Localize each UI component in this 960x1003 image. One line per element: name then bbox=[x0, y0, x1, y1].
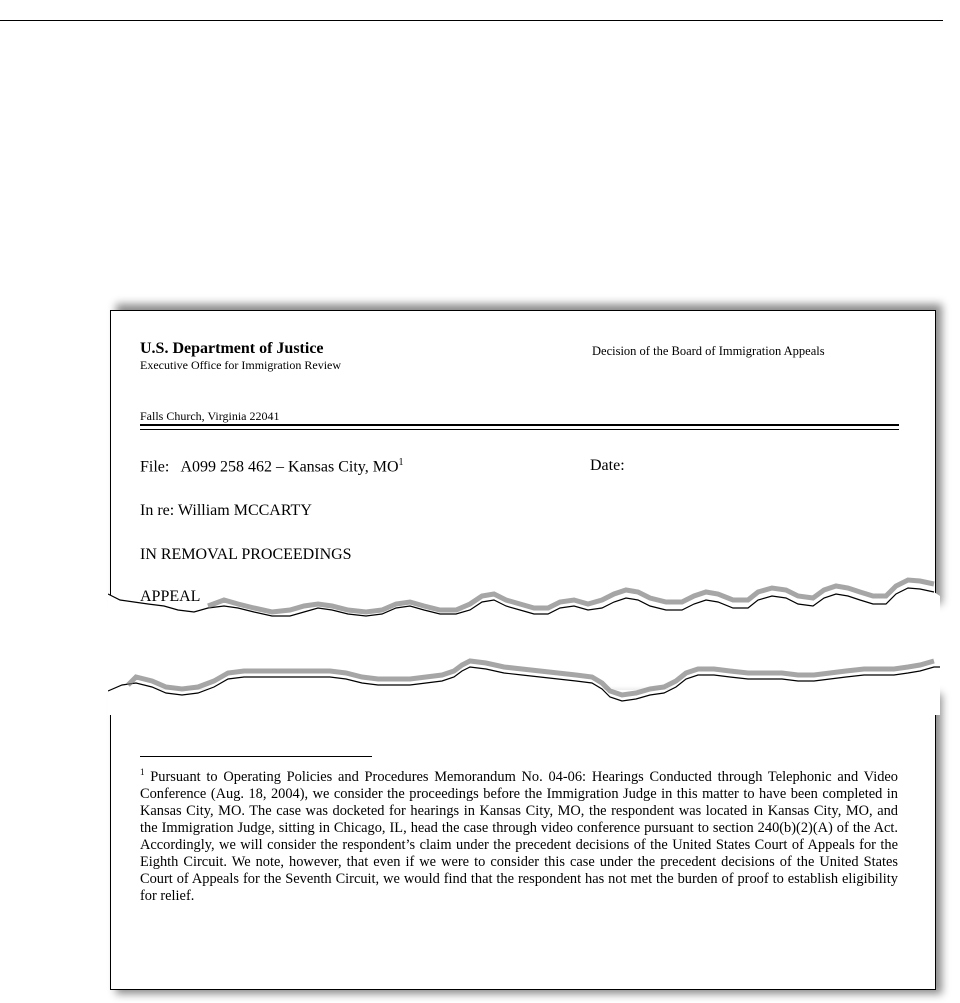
header-rule bbox=[140, 424, 899, 426]
torn-edge-top bbox=[108, 570, 940, 630]
footnote-text: Pursuant to Operating Policies and Procedures Memorandum No. 04-06: Hearings Conducted through Telephonic and Video Conference (Aug. 18, 2004), we consider the proceedings before the Immigration Judge in this matter to have been completed in Kansas City, MO. The case was docketed for hearings in Kansas City, MO, the respondent was located in Kansas City, MO, and the Immigration Judge, sitting in Chicago, IL, head the case through video conference pursuant to section 240(b)(2)(A) of the Act. Accordingly, we will consider the respondent’s claim under the precedent decisions of the United States Court of Appeals for the Eighth Circuit. We note, however, that even if we were to consider this case under the precedent decisions of the United States Court of Appeals for the Seventh Circuit, we would find that the respondent has not met the burden of proof to establish eligibility for relief. bbox=[140, 768, 898, 905]
page-top-rule bbox=[0, 20, 943, 21]
agency-office: Executive Office for Immigration Review bbox=[140, 358, 342, 372]
decision-title: Decision of the Board of Immigration Appeals bbox=[592, 344, 825, 358]
date-label: Date: bbox=[590, 457, 625, 474]
file-line bbox=[140, 457, 404, 476]
respondent-name: William MCCARTY bbox=[177, 502, 312, 519]
file-label: File: bbox=[140, 458, 170, 476]
inre-label: In re: bbox=[140, 502, 175, 519]
appeal-heading: APPEAL bbox=[140, 588, 201, 605]
footnote-number: 1 bbox=[140, 767, 145, 777]
agency-address: Falls Church, Virginia 22041 bbox=[140, 409, 280, 423]
file-number: A099 258 462 – Kansas City, MO bbox=[180, 458, 399, 476]
agency-block bbox=[140, 340, 341, 373]
header-rule-thin bbox=[140, 429, 899, 430]
inre-line bbox=[140, 502, 312, 520]
agency-name: U.S. Department of Justice bbox=[140, 340, 324, 357]
footnote-separator bbox=[140, 756, 372, 757]
date-line bbox=[590, 457, 625, 475]
proceedings-type: IN REMOVAL PROCEEDINGS bbox=[140, 546, 352, 563]
footnote bbox=[140, 764, 898, 906]
torn-edge-bottom bbox=[108, 655, 940, 715]
footnote-ref: 1 bbox=[398, 457, 404, 468]
